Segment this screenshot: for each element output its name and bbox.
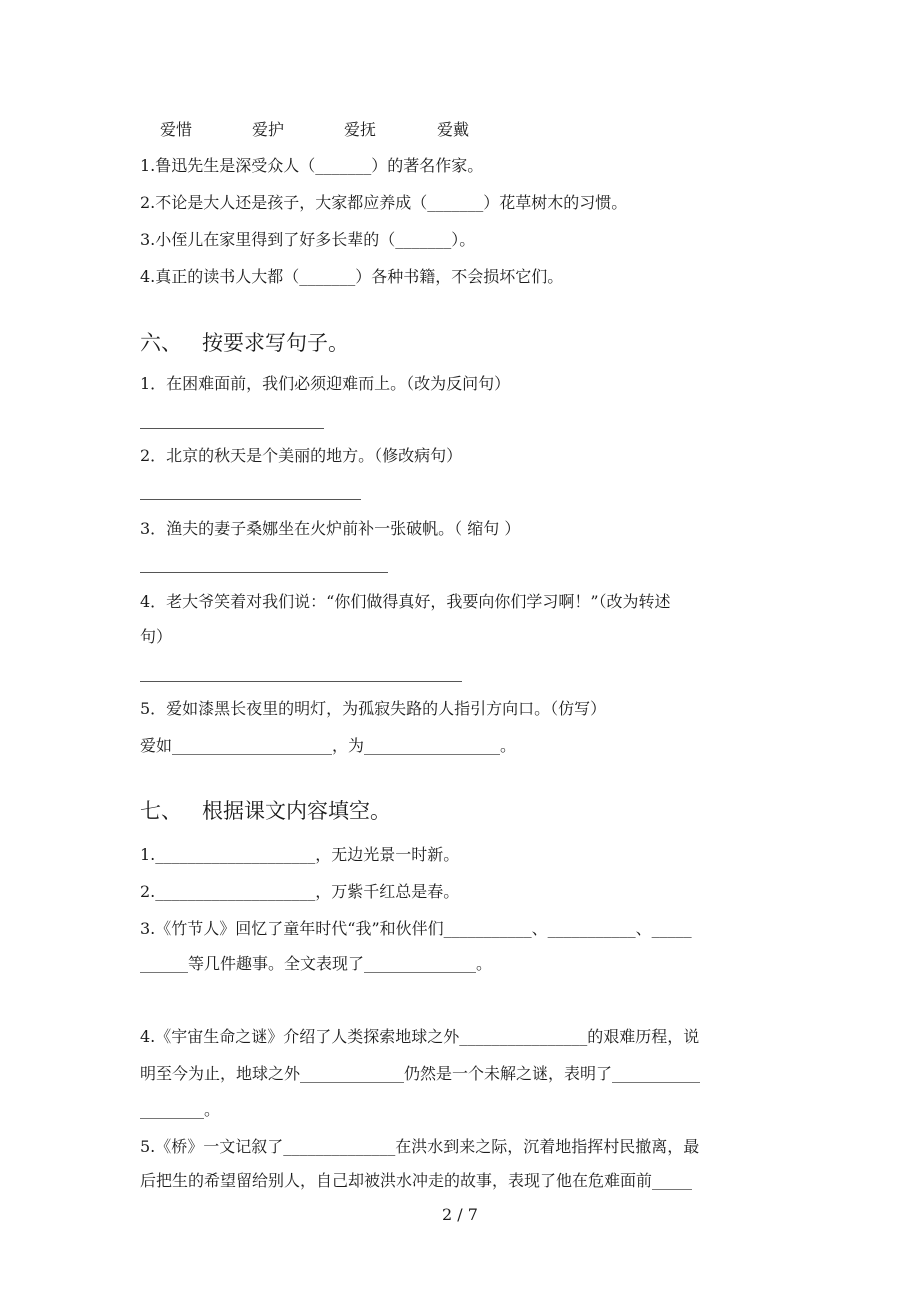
- question-line: 4.《宇宙生命之谜》介绍了人类探索地球之外________________的艰难历程，说: [140, 1027, 700, 1046]
- question-line: 3.《竹节人》回忆了童年时代“我”和伙伴们___________、___________、_____: [140, 919, 692, 938]
- question-line: 1.____________________，无边光景一时新。: [140, 845, 460, 864]
- question-line: 5．爱如漆黑长夜里的明灯，为孤寂失路的人指引方向口。（仿写）: [140, 699, 607, 718]
- question-line: 明至今为止，地球之外_____________仍然是一个未解之谜，表明了___________: [140, 1064, 701, 1083]
- question-line: 5.《桥》一文记叙了______________在洪水到来之际，沉着地指挥村民撤离，最: [140, 1137, 700, 1156]
- section-number: 七、: [140, 799, 182, 823]
- question-line: 2.____________________，万紫千红总是春。: [140, 882, 460, 901]
- section-title: 按要求写句子。: [202, 331, 349, 355]
- question-line: 2.不论是大人还是孩子，大家都应养成（_______）花草树木的习惯。: [140, 193, 628, 212]
- section-number: 六、: [140, 331, 182, 355]
- word-bank-item: 爱抚: [344, 120, 377, 139]
- question-line: 4．老大爷笑着对我们说：“你们做得真好，我要向你们学习啊！”（改为转述: [140, 592, 671, 611]
- question-line: ________。: [140, 1100, 221, 1119]
- section-title: 根据课文内容填空。: [202, 799, 391, 823]
- question-line: 后把生的希望留给别人，自己却被洪水冲走的故事，表现了他在危难面前_____: [140, 1171, 693, 1190]
- answer-line: [140, 499, 361, 500]
- section-heading-6: [140, 329, 349, 357]
- question-line: 3．渔夫的妻子桑娜坐在火炉前补一张破帆。（ 缩句 ）: [140, 519, 521, 538]
- word-bank-item: 爱戴: [437, 120, 470, 139]
- question-line: 4.真正的读书人大都（_______）各种书籍，不会损坏它们。: [140, 267, 564, 286]
- answer-line: [140, 428, 324, 429]
- answer-line: [140, 572, 388, 573]
- question-line: 2．北京的秋天是个美丽的地方。（修改病句）: [140, 446, 463, 465]
- word-bank-item: 爱护: [252, 120, 285, 139]
- question-line: ______等几件趣事。全文表现了______________。: [140, 954, 493, 973]
- section-heading-7: [140, 797, 391, 825]
- question-line: 1．在困难面前，我们必须迎难而上。（改为反问句）: [140, 374, 511, 393]
- answer-line: [140, 681, 462, 682]
- page-number: 2 / 7: [442, 1205, 478, 1224]
- question-line: 爱如____________________，为_________________。: [140, 736, 517, 755]
- question-line: 句）: [140, 627, 173, 646]
- question-line: 1.鲁迅先生是深受众人（_______）的著名作家。: [140, 156, 484, 175]
- word-bank-item: 爱惜: [160, 120, 193, 139]
- question-line: 3.小侄儿在家里得到了好多长辈的（_______）。: [140, 230, 476, 249]
